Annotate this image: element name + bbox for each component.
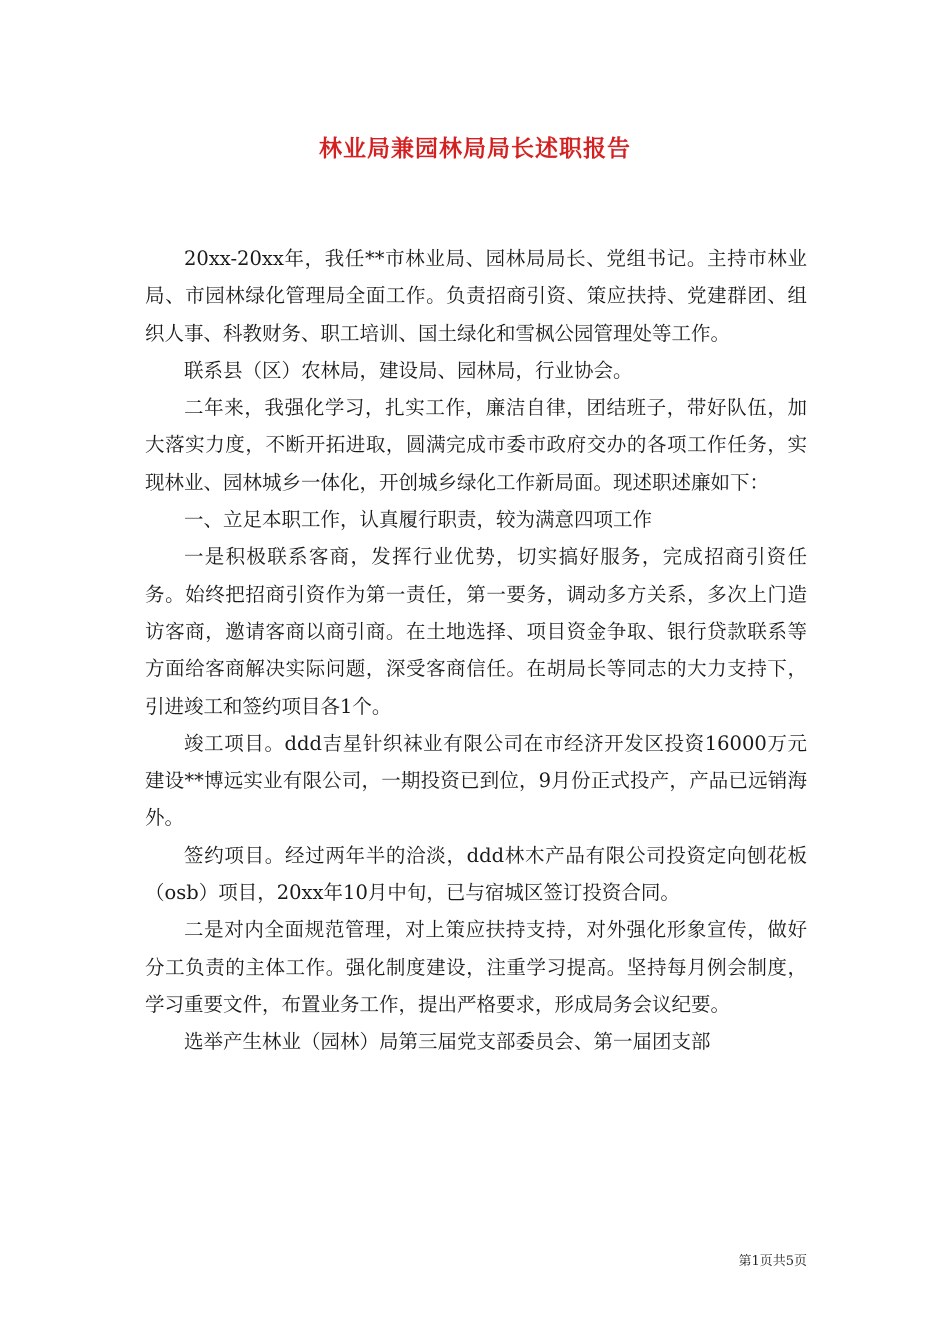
paragraph: 选举产生林业（园林）局第三届党支部委员会、第一届团支部 bbox=[184, 1030, 711, 1054]
paragraph: 二年来，我强化学习，扎实工作，廉洁自律，团结班子，带好队伍，加大落实力度，不断开拓进取，圆满完成市委市政府交办的各项工作任务，实现林业、园林城乡一体化，开创城乡绿化工作新局面。现述职述廉如下： bbox=[145, 396, 807, 494]
document-body bbox=[145, 240, 807, 1061]
paragraph: 二是对内全面规范管理，对上策应扶持支持，对外强化形象宣传，做好分工负责的主体工作。强化制度建设，注重学习提高。坚持每月例会制度，学习重要文件，布置业务工作，提出严格要求，形成局务会议纪要。 bbox=[145, 918, 807, 1016]
paragraph: 一是积极联系客商，发挥行业优势，切实搞好服务，完成招商引资任务。始终把招商引资作为第一责任，第一要务，调动多方关系，多次上门造访客商，邀请客商以商引商。在土地选择、项目资金争取、银行贷款联系等方面给客商解决实际问题，深受客商信任。在胡局长等同志的大力支持下，引进竣工和签约项目各1个。 bbox=[145, 545, 807, 718]
paragraph: 签约项目。经过两年半的洽淡，ddd林木产品有限公司投资定向刨花板（osb）项目，20xx年10月中旬，已与宿城区签订投资合同。 bbox=[145, 843, 807, 905]
paragraph: 联系县（区）农林局，建设局、园林局，行业协会。 bbox=[184, 358, 633, 382]
paragraph: 竣工项目。ddd吉星针织袜业有限公司在市经济开发区投资16000万元建设**博远实业有限公司，一期投资已到位，9月份正式投产，产品已远销海外。 bbox=[145, 731, 807, 830]
section-heading: 一、立足本职工作，认真履行职责，较为满意四项工作 bbox=[184, 508, 653, 532]
page-number: 第1页共5页 bbox=[738, 1254, 807, 1269]
document-title: 林业局兼园林局局长述职报告 bbox=[319, 135, 631, 162]
paragraph: 20xx-20xx年，我任**市林业局、园林局局长、党组书记。主持市林业局、市园林绿化管理局全面工作。负责招商引资、策应扶持、党建群团、组织人事、科教财务、职工培训、国土绿化和雪枫公园管理处等工作。 bbox=[145, 247, 807, 345]
